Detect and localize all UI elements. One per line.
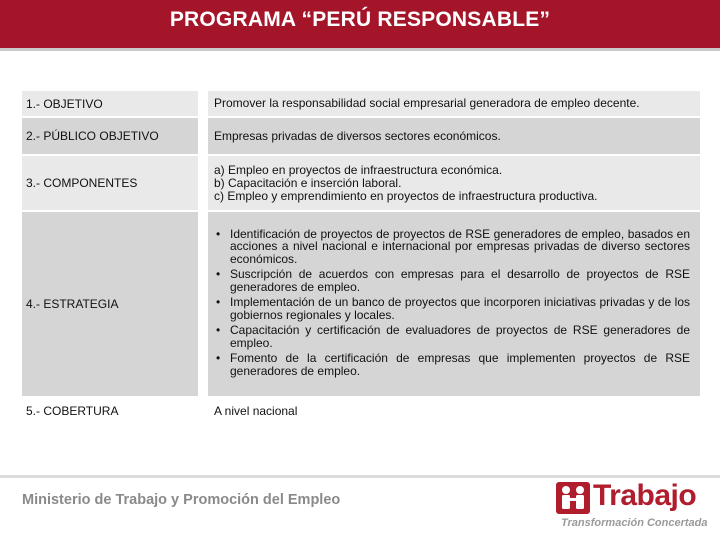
bullet-icon: • [216,226,221,241]
row-value: A nivel nacional [203,397,700,425]
list-item [214,352,690,377]
table-row-publico [22,117,700,155]
footer-divider [0,475,720,478]
row-label: 5.- COBERTURA [22,397,203,425]
logo-wordmark: Trabajo [593,479,697,512]
bullet-icon: • [216,267,221,282]
table-row-componentes [22,155,700,211]
table-row-objetivo [22,91,700,117]
bullet-icon: • [216,351,221,366]
row-label: 3.- COMPONENTES [22,155,203,211]
bullet-icon: • [216,295,221,310]
table-row-estrategia [22,211,700,397]
strategy-list-cell [203,211,700,397]
list-item [214,268,690,293]
strategy-text: Fomento de la certificación de empresas que implementen proyectos de RSE generadores de empleo. [230,351,690,378]
component-item: c) Empleo y emprendimiento en proyectos de infraestructura productiva. [214,188,598,203]
people-logo-icon [553,479,593,517]
row-label: 1.- OBJETIVO [22,91,203,117]
strategy-text: Capacitación y certificación de evaluadores de proyectos de RSE generadores de empleo. [230,323,690,350]
list-item [214,228,690,266]
strategy-text: Identificación de proyectos de proyectos de RSE generadores de empleo, basados en acciones a nivel nacional e internacional por empresas privadas de diverso sectores económicos. [230,226,690,266]
table-row-cobertura [22,397,700,425]
row-value: Promover la responsabilidad social empresarial generadora de empleo decente. [203,91,700,117]
ministry-name: Ministerio de Trabajo y Promoción del Empleo [22,492,341,508]
components-list [203,155,700,211]
logo-tagline: Transformación Concertada [561,517,708,529]
list-item [214,324,690,349]
row-label: 4.- ESTRATEGIA [22,211,203,397]
component-item: a) Empleo en proyectos de infraestructura económica. [214,162,503,177]
trabajo-logo [553,479,708,535]
row-label: 2.- PÚBLICO OBJETIVO [22,117,203,155]
row-value: Empresas privadas de diversos sectores económicos. [203,117,700,155]
list-item [214,296,690,321]
component-item: b) Capacitación e inserción laboral. [214,175,402,190]
bullet-icon: • [216,323,221,338]
page-title: PROGRAMA “PERÚ RESPONSABLE” [169,8,551,31]
strategy-list [214,228,690,378]
strategy-text: Suscripción de acuerdos con empresas para el desarrollo de proyectos de RSE generadores de empleo. [230,267,690,294]
title-banner [0,0,720,51]
program-table [22,91,700,426]
strategy-text: Implementación de un banco de proyectos que incorporen iniciativas privadas y de los gobiernos regionales y locales. [230,295,690,322]
